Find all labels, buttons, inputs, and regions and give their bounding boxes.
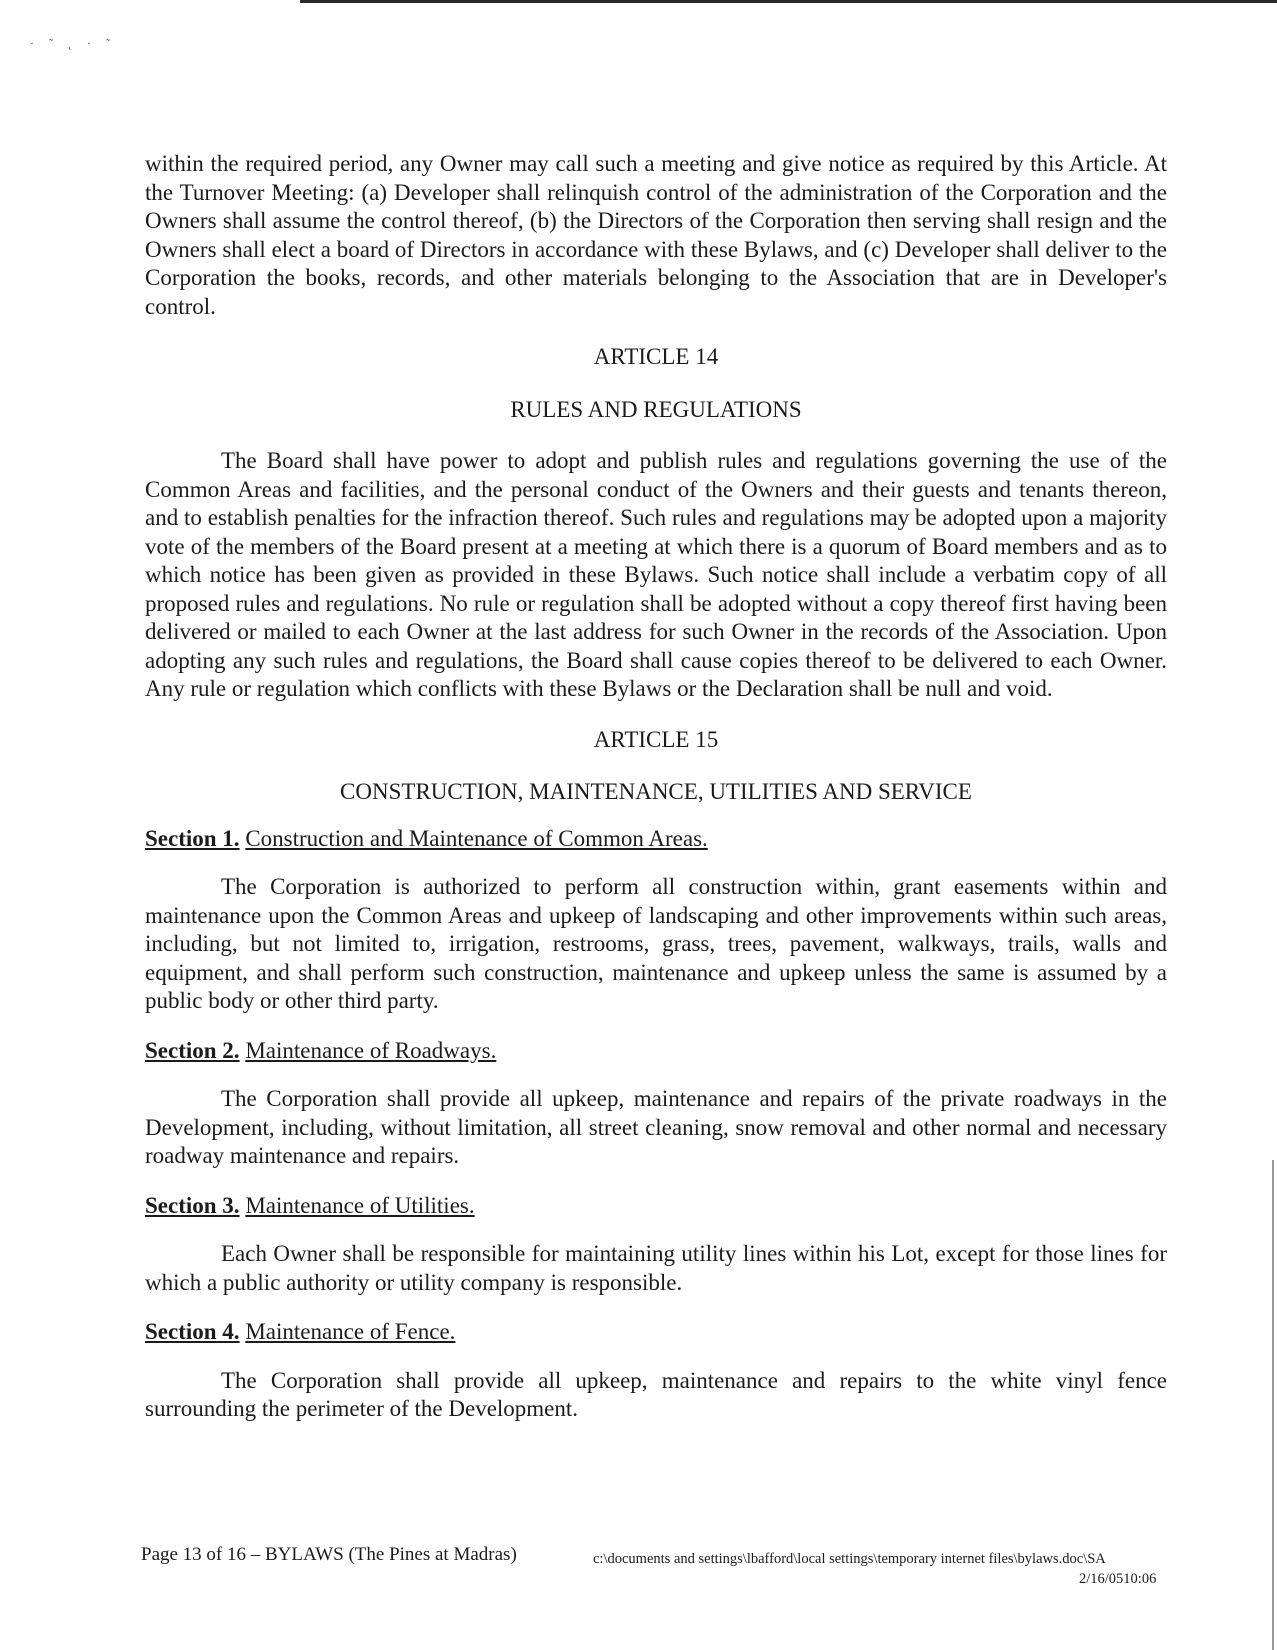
section-3-heading bbox=[145, 1192, 1167, 1221]
article-14-title: RULES AND REGULATIONS bbox=[510, 396, 802, 422]
section-2-body: The Corporation shall provide all upkeep, maintenance and repairs of the private roadways in the Development, including, without limitation, all street cleaning, snow removal and other normal and necessary roadway maintenance and repairs. bbox=[145, 1086, 1167, 1168]
article-14-body: The Board shall have power to adopt and publish rules and regulations governing the use of the Common Areas and facilities, and the personal conduct of the Owners and their guests and tenants thereon, and to establish penalties for the infraction thereof. Such rules and regulations may be adopted upon a majority vote of the members of the Board present at a meeting at which there is a quorum of Board members and as to which notice has been given as provided in these Bylaws. Such notice shall include a verbatim copy of all proposed rules and regulations. No rule or regulation shall be adopted without a copy thereof first having been delivered or mailed to each Owner at the last address for such Owner in the records of the Association. Upon adopting any such rules and regulations, the Board shall cause copies thereof to be delivered to each Owner. Any rule or regulation which conflicts with these Bylaws or the Declaration shall be null and void. bbox=[145, 448, 1167, 701]
scan-right-edge bbox=[1272, 1160, 1274, 1650]
section-1-body: The Corporation is authorized to perform all construction within, grant easements within and maintenance upon the Common Areas and upkeep of landscaping and other improvements within such areas, including, but not limited to, irrigation, restrooms, grass, trees, pavement, walkways, trails, walls and equipment, and shall perform such construction, maintenance and upkeep unless the same is assumed by a public body or other third party. bbox=[145, 874, 1167, 1013]
section-2-label: Section 2. bbox=[145, 1037, 240, 1063]
intro-paragraph: within the required period, any Owner may call such a meeting and give notice as required by this Article. At the Turnover Meeting: (a) Developer shall relinquish control of the administration of the Corporation and the Owners shall assume the control thereof, (b) the Directors of the Corporation then serving shall resign and the Owners shall elect a board of Directors in accordance with these Bylaws, and (c) Developer shall deliver to the Corporation the books, records, and other materials belonging to the Association that are in Developer's control. bbox=[145, 151, 1167, 319]
footer-doc-code: 2/16/0510:06 bbox=[1079, 1571, 1157, 1587]
section-1-title: Construction and Maintenance of Common Areas. bbox=[245, 825, 708, 851]
article-15-number: ARTICLE 15 bbox=[593, 726, 719, 752]
scan-top-border bbox=[300, 0, 1277, 3]
section-1-label: Section 1. bbox=[145, 825, 240, 851]
footer-file-path: c:\documents and settings\lbafford\local settings\temporary internet files\bylaws.doc\SA bbox=[593, 1551, 1106, 1567]
section-3-label: Section 3. bbox=[145, 1192, 240, 1218]
section-2-title: Maintenance of Roadways. bbox=[245, 1037, 497, 1063]
article-15-title: CONSTRUCTION, MAINTENANCE, UTILITIES AND SERVICE bbox=[340, 779, 972, 804]
section-4-heading bbox=[145, 1318, 1167, 1347]
section-3-body: Each Owner shall be responsible for maintaining utility lines within his Lot, except for those lines for which a public authority or utility company is responsible. bbox=[145, 1241, 1167, 1295]
section-1-heading bbox=[145, 825, 1167, 854]
section-4-label: Section 4. bbox=[145, 1319, 240, 1344]
section-2-heading bbox=[145, 1037, 1167, 1066]
scan-specks: · ˜ ˛ · ˜ bbox=[30, 36, 116, 50]
section-4-title: Maintenance of Fence. bbox=[245, 1319, 456, 1344]
document-page bbox=[145, 150, 1167, 1424]
section-4-body: The Corporation shall provide all upkeep, maintenance and repairs to the white vinyl fence surrounding the perimeter of the Development. bbox=[145, 1367, 1167, 1421]
section-3-title: Maintenance of Utilities. bbox=[245, 1192, 475, 1218]
footer-page-label: Page 13 of 16 – BYLAWS (The Pines at Madras) bbox=[141, 1544, 517, 1565]
article-14-number: ARTICLE 14 bbox=[593, 344, 719, 369]
